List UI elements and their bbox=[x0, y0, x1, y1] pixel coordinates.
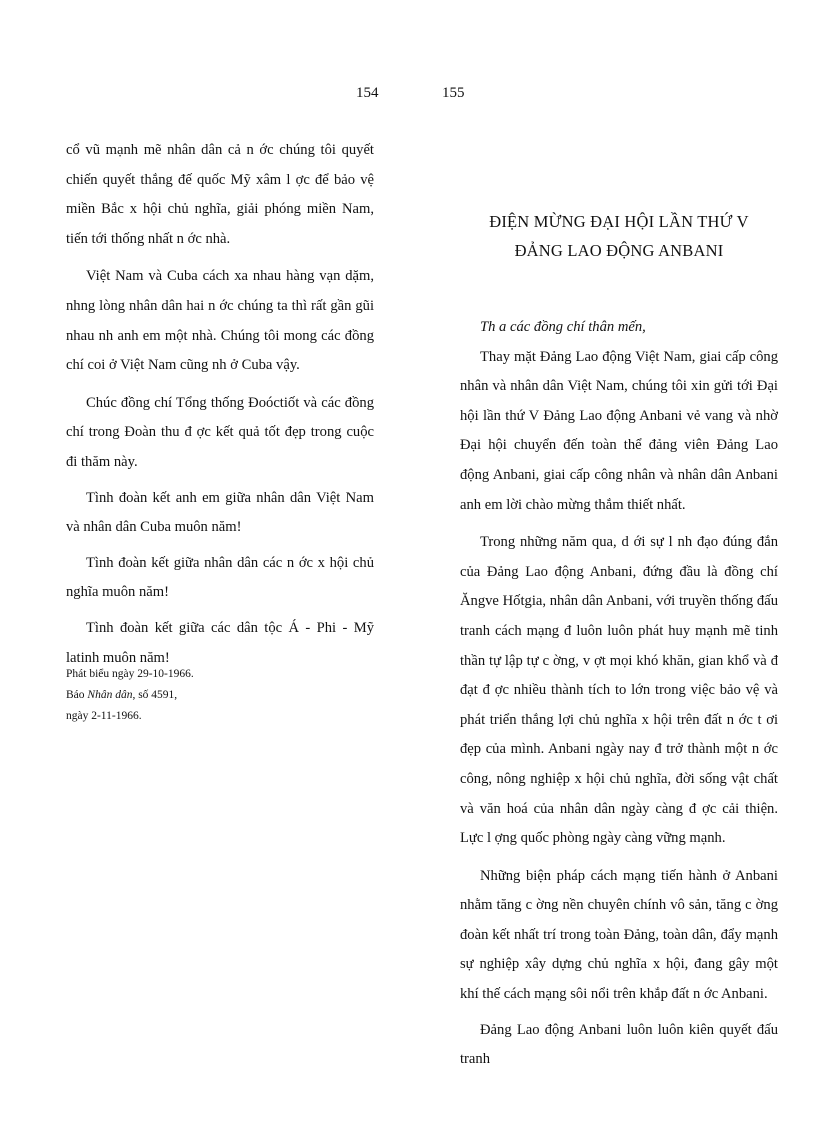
paragraph: Đảng Lao động Anbani luôn luôn kiên quyết đấu tranh bbox=[460, 1021, 778, 1068]
source-note-issue: , số 4591, bbox=[132, 689, 178, 701]
source-note-publication bbox=[66, 685, 286, 706]
page-number: 154 bbox=[356, 85, 379, 101]
paragraph: Việt Nam và Cuba cách xa nhau hàng vạn dặm, nhng lòng nhân dân hai n ớc chúng ta thì rất gần gũi nhau nh anh em một nhà. Chúng tôi mong các đồng chí coi ở Việt Nam cũng nh ở Cuba vậy. bbox=[66, 268, 374, 374]
paragraph: Tình đoàn kết giữa nhân dân các n ớc x hội chủ nghĩa muôn năm! bbox=[66, 554, 374, 601]
source-note-newspaper: Nhân dân bbox=[87, 689, 133, 701]
paragraph: Những biện pháp cách mạng tiến hành ở Anbani nhằm tăng c ờng nền chuyên chính vô sản, tăng c ờng đoàn kết nhất trí trong toàn Đảng, toàn dân, đẩy mạnh sự nghiệp xây dựng chủ nghĩa x hội, đang gây một khí thế cách mạng sôi nổi trên khắp đất n ớc Anbani. bbox=[460, 867, 778, 1003]
paragraph: Tình đoàn kết anh em giữa nhân dân Việt Nam và nhân dân Cuba muôn năm! bbox=[66, 489, 374, 536]
source-note-date: Phát biểu ngày 29-10-1966. bbox=[66, 668, 194, 680]
paragraph: Thay mặt Đảng Lao động Việt Nam, giai cấp công nhân và nhân dân Việt Nam, chúng tôi xin gửi tới Đại hội lần thứ V Đảng Lao động Anbani vẻ vang và nhờ Đại hội chuyển đến toàn thể đảng viên Đảng Lao động Anbani, giai cấp công nhân và nhân dân Anbani anh em lời chào mừng thắm thiết nhất. bbox=[460, 348, 778, 513]
paragraph: Chúc đồng chí Tổng thống Đoóctiốt và các đồng chí trong Đoàn thu đ ợc kết quả tốt đẹp trong cuộc đi thăm này. bbox=[66, 394, 374, 470]
source-note bbox=[66, 664, 286, 727]
article-title bbox=[460, 207, 778, 265]
page-number: 155 bbox=[442, 85, 465, 101]
salutation: Th a các đồng chí thân mến, bbox=[480, 319, 646, 335]
source-note-issue-date: ngày 2-11-1966. bbox=[66, 710, 142, 722]
article-title-line: ĐẢNG LAO ĐỘNG ANBANI bbox=[514, 241, 724, 260]
paragraph: cổ vũ mạnh mẽ nhân dân cả n ớc chúng tôi quyết chiến quyết thắng đế quốc Mỹ xâm l ợc để bảo vệ miền Bắc x hội chủ nghĩa, giải phóng miền Nam, tiến tới thống nhất n ớc nhà. bbox=[66, 142, 374, 247]
source-note-prefix: Báo bbox=[66, 689, 88, 701]
paragraph: Tình đoàn kết giữa các dân tộc Á - Phi - Mỹ latinh muôn năm! bbox=[66, 619, 374, 666]
article-title-line: ĐIỆN MỪNG ĐẠI HỘI LẦN THỨ V bbox=[489, 212, 749, 231]
body-text bbox=[460, 313, 778, 1075]
body-text bbox=[66, 136, 374, 673]
paragraph: Trong những năm qua, d ới sự l nh đạo đúng đắn của Đảng Lao động Anbani, đứng đầu là đồng chí Ăngve Hốtgia, nhân dân Anbani, với truyền thống đấu tranh cách mạng đ luôn luôn phát huy mạnh mẽ tinh thần tự lập tự c ờng, v ợt mọi khó khăn, gian khổ và đ đạt đ ợc nhiều thành tích to lớn trong việc bảo vệ và phát triển thắng lợi chủ nghĩa x hội trên đất n ớc t ơi đẹp của mình. Anbani ngày nay đ trở thành một n ớc công, nông nghiệp x hội chủ nghĩa, đời sống vật chất và văn hoá của nhân dân ngày càng đ ợc cải thiện. Lực l ợng quốc phòng ngày càng vững mạnh. bbox=[460, 534, 778, 847]
